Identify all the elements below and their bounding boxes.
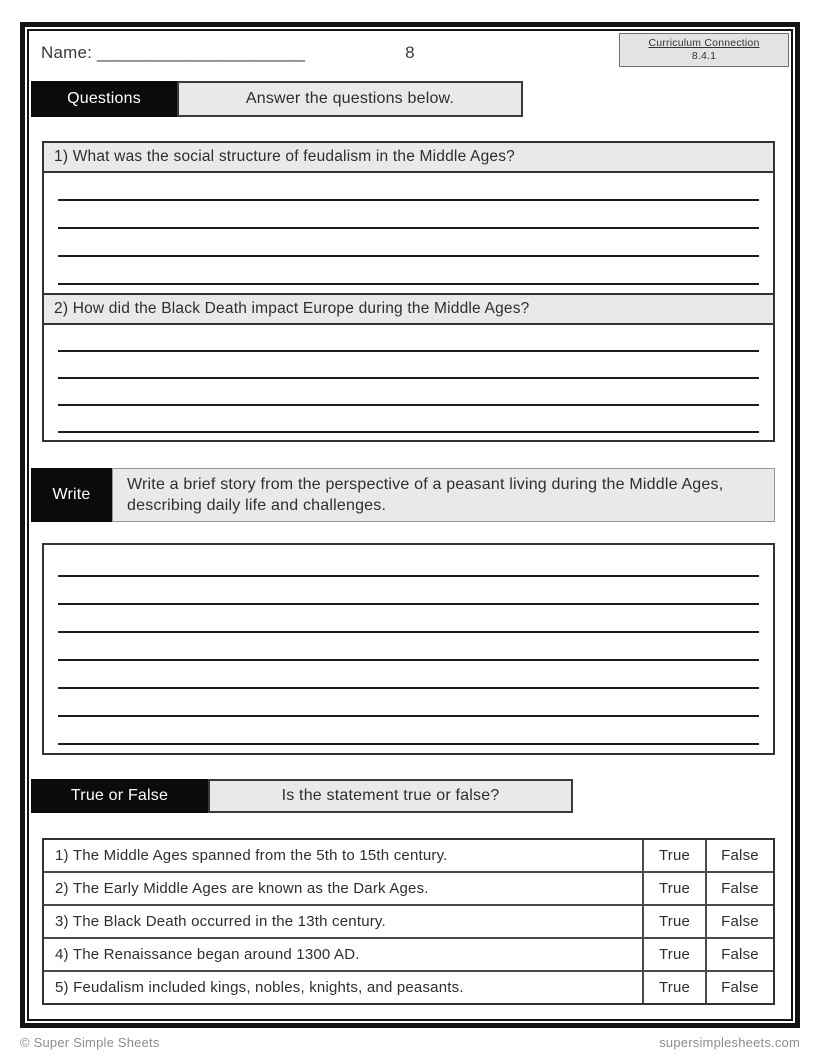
- table-row: [44, 939, 773, 972]
- statement-4: 4) The Renaissance began around 1300 AD.: [55, 946, 360, 963]
- false-option-4[interactable]: False: [705, 939, 773, 970]
- answer-line[interactable]: [58, 717, 759, 745]
- page-number: 8: [405, 43, 415, 62]
- question-2-prompt: 2) How did the Black Death impact Europe during the Middle Ages?: [44, 293, 773, 325]
- answer-line[interactable]: [58, 229, 759, 257]
- question-1-prompt: 1) What was the social structure of feudalism in the Middle Ages?: [44, 143, 773, 173]
- true-option-5[interactable]: True: [642, 972, 705, 1003]
- answer-line[interactable]: [58, 173, 759, 201]
- copyright-text: © Super Simple Sheets: [20, 1035, 160, 1050]
- true-option-3[interactable]: True: [642, 906, 705, 937]
- table-row: [44, 972, 773, 1003]
- true-option-4[interactable]: True: [642, 939, 705, 970]
- answer-line[interactable]: [58, 661, 759, 689]
- false-option-3[interactable]: False: [705, 906, 773, 937]
- statement-1: 1) The Middle Ages spanned from the 5th to 15th century.: [55, 847, 448, 864]
- answer-line[interactable]: [58, 549, 759, 577]
- page-footer: [20, 1035, 800, 1050]
- answer-line[interactable]: [58, 201, 759, 229]
- false-option-5[interactable]: False: [705, 972, 773, 1003]
- answer-line[interactable]: [58, 689, 759, 717]
- questions-tab: Questions: [31, 81, 177, 117]
- page-content-area: [27, 29, 793, 1021]
- curriculum-connection-box: [619, 33, 789, 67]
- name-label: Name:: [41, 43, 93, 62]
- questions-container: [42, 141, 775, 442]
- story-writing-area[interactable]: [42, 543, 775, 755]
- write-tab: Write: [31, 468, 112, 522]
- curriculum-connection-title: Curriculum Connection: [648, 37, 760, 49]
- table-row: [44, 840, 773, 873]
- page-border-frame: [20, 22, 800, 1028]
- true-false-tab: True or False: [31, 779, 208, 813]
- true-false-section-header: [31, 779, 791, 813]
- write-section-header: [31, 468, 775, 522]
- name-blank-line[interactable]: ______________________: [97, 43, 306, 62]
- table-row: [44, 873, 773, 906]
- answer-line[interactable]: [58, 605, 759, 633]
- answer-line[interactable]: [58, 257, 759, 285]
- statement-5: 5) Feudalism included kings, nobles, knights, and peasants.: [55, 979, 464, 996]
- answer-line[interactable]: [58, 352, 759, 379]
- true-false-table: [42, 838, 775, 1005]
- answer-line[interactable]: [58, 633, 759, 661]
- write-instruction: Write a brief story from the perspective of a peasant living during the Middle Ages, describing daily life and challenges.: [112, 468, 775, 522]
- curriculum-connection-code: 8.4.1: [691, 50, 717, 62]
- questions-section-header: [31, 81, 791, 117]
- statement-2: 2) The Early Middle Ages are known as the Dark Ages.: [55, 880, 429, 897]
- true-option-2[interactable]: True: [642, 873, 705, 904]
- answer-line[interactable]: [58, 577, 759, 605]
- answer-line[interactable]: [58, 379, 759, 406]
- answer-line[interactable]: [58, 325, 759, 352]
- answer-line[interactable]: [58, 406, 759, 433]
- false-option-2[interactable]: False: [705, 873, 773, 904]
- questions-instruction: Answer the questions below.: [177, 81, 523, 117]
- false-option-1[interactable]: False: [705, 840, 773, 871]
- true-false-instruction: Is the statement true or false?: [208, 779, 573, 813]
- table-row: [44, 906, 773, 939]
- website-link[interactable]: supersimplesheets.com: [659, 1035, 800, 1050]
- statement-3: 3) The Black Death occurred in the 13th century.: [55, 913, 386, 930]
- true-option-1[interactable]: True: [642, 840, 705, 871]
